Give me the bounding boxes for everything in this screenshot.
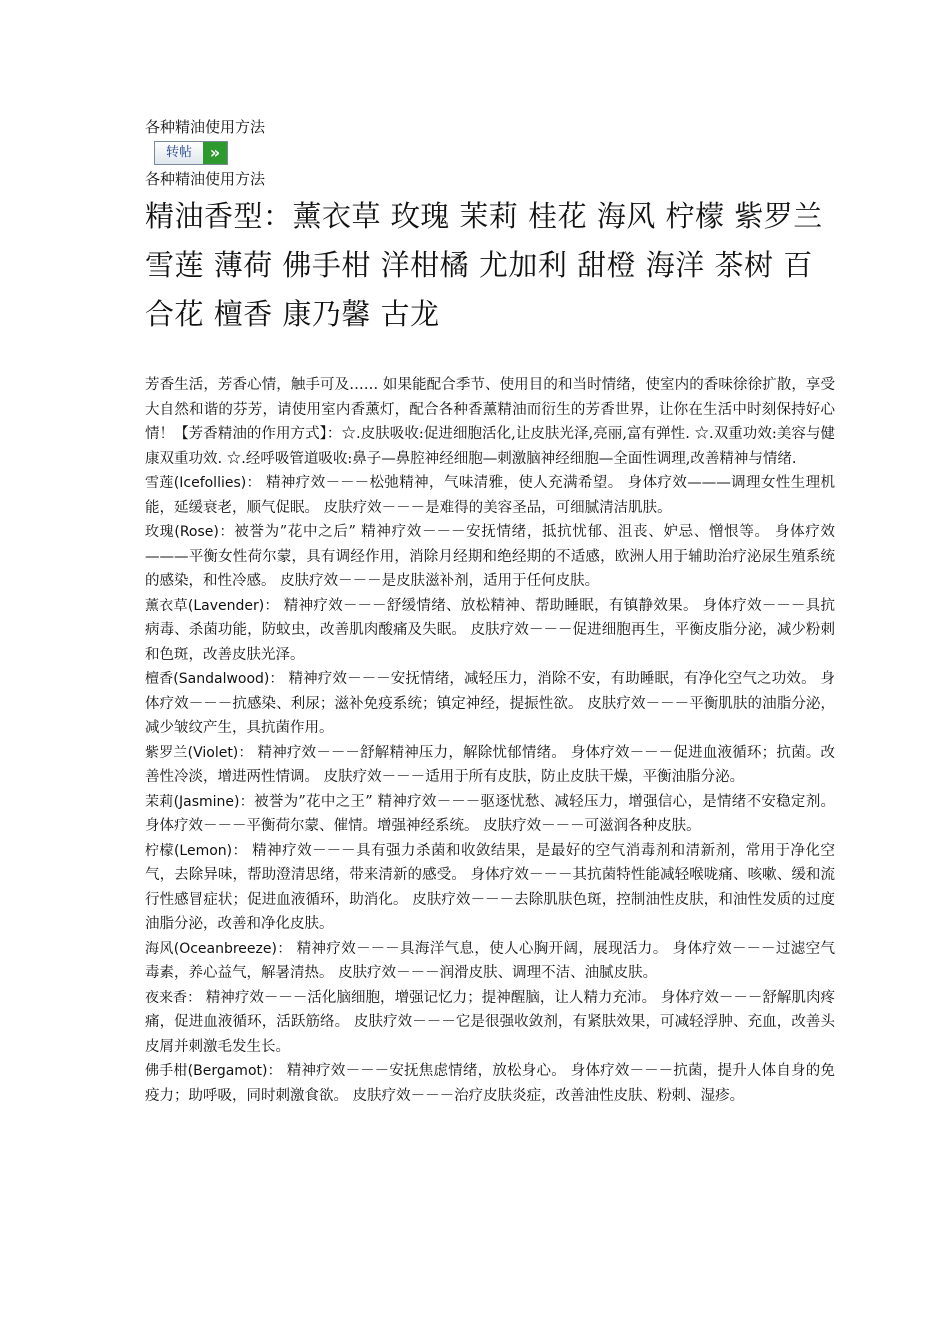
entry-name: 薰衣草(Lavender)： — [145, 597, 279, 614]
document-subtitle: 各种精油使用方法 — [145, 170, 266, 188]
repost-area — [154, 140, 835, 166]
double-chevron-right-icon: » — [203, 142, 227, 164]
entry-paragraph — [145, 839, 835, 937]
repost-button[interactable] — [154, 141, 228, 165]
entry-text: 精神疗效－－－具海洋气息，使人心胸开阔，展现活力。 身体疗效－－－过滤空气毒素，养心益气，解暑清热。 皮肤疗效－－－润滑皮肤、调理不洁、油腻皮肤。 — [145, 940, 836, 981]
entry-name: 紫罗兰(Violet)： — [145, 744, 253, 761]
entry-paragraph — [145, 741, 835, 790]
entry-text: 精神疗效－－－安抚焦虑情绪，放松身心。 身体疗效－－－抗菌，提升人体自身的免疫力；助呼吸，同时刺激食欲。 皮肤疗效－－－治疗皮肤炎症，改善油性皮肤、粉刺、湿疹。 — [145, 1063, 836, 1104]
entry-text: 精神疗效－－－具有强力杀菌和收敛结果，是最好的空气消毒剂和清新剂，常用于净化空气，去除异味，帮助澄清思绪，带来清新的感受。 身体疗效－－－其抗菌特性能减轻喉咙痛、咳嗽、缓和流行性感冒症状；促进血液循环，助消化。 皮肤疗效－－－去除肌肤色斑，控制油性皮肤，和油性发质的过度油脂分泌，改善和净化皮肤。 — [145, 842, 835, 932]
entry-text: 精神疗效－－－安抚情绪，减轻压力，消除不安，有助睡眠，有净化空气之功效。 身体疗效－－－抗感染、利尿；滋补免疫系统；镇定神经，提振性欲。 皮肤疗效－－－平衡肌肤的油脂分泌，减少皱纹产生，具抗菌作用。 — [145, 671, 836, 736]
entry-text: 精神疗效－－－舒解精神压力，解除忧郁情绪。 身体疗效－－－促进血液循环；抗菌。改善性冷淡，增进两性情调。 皮肤疗效－－－适用于所有皮肤，防止皮肤干燥，平衡油脂分泌。 — [145, 744, 836, 785]
entry-paragraph — [145, 1059, 835, 1108]
entry-text: 精神疗效－－－活化脑细胞，增强记忆力；提神醒脑，让人精力充沛。 身体疗效－－－舒解肌肉疼痛，促进血液循环，活跃筋络。 皮肤疗效－－－它是很强收敛剂，有紧肤效果，可减轻浮肿、充血，改善头皮屑并刺激毛发生长。 — [145, 989, 836, 1055]
entry-paragraph — [145, 667, 835, 741]
entry-text: 精神疗效－－－松弛精神，气味清雅，使人充满希望。 身体疗效———调理女性生理机能，延缓衰老，顺气促眠。 皮肤疗效－－－是难得的美容圣品，可细腻清洁肌肤。 — [145, 475, 836, 516]
entry-text: 被誉为”花中之后” 精神疗效－－－安抚情绪，抵抗忧郁、沮丧、妒忌、憎恨等。 身体疗效———平衡女性荷尔蒙，具有调经作用，消除月经期和绝经期的不适感，欧洲人用于辅助治疗泌尿生殖系统的感染，和性冷感。 皮肤疗效－－－是皮肤滋补剂，适用于任何皮肤。 — [145, 524, 836, 589]
entry-text: 被誉为”花中之王” 精神疗效－－－驱逐忧愁、减轻压力，增强信心，是情绪不安稳定剂。 身体疗效－－－平衡荷尔蒙、催情。增强神经系统。 皮肤疗效－－－可滋润各种皮肤。 — [145, 793, 835, 834]
entry-name: 海风(Oceanbreeze)： — [145, 940, 292, 957]
entry-name: 玫瑰(Rose)： — [145, 524, 235, 540]
repost-button-label: 转帖 — [155, 142, 203, 164]
entry-paragraph — [145, 986, 835, 1060]
intro-paragraph: 芳香生活，芳香心情，触手可及…… 如果能配合季节、使用目的和当时情绪，使室内的香味徐徐扩散，享受大自然和谐的芬芳，请使用室内香薰灯，配合各种香薰精油而衍生的芳香世界，让你在生活中时刻保持好心情！【芳香精油的作用方式】：☆.皮肤吸收:促进细胞活化,让皮肤光泽,亮丽,富有弹性. ☆.双重功效:美容与健康双重功效. ☆.经呼吸管道吸收:鼻子—鼻腔神经细胞—刺激脑神经细胞—全面性调理,改善精神与情绪. — [145, 377, 835, 467]
document-title: 各种精油使用方法 — [145, 118, 266, 136]
entry-text: 精神疗效－－－舒缓情绪、放松精神、帮助睡眠，有镇静效果。 身体疗效－－－具抗病毒、杀菌功能，防蚊虫，改善肌肉酸痛及失眠。 皮肤疗效－－－促进细胞再生，平衡皮脂分泌，减少粉刺和色斑，改善皮肤光泽。 — [145, 597, 835, 663]
document-page — [145, 116, 835, 1108]
article-body — [145, 373, 835, 1108]
entry-paragraph — [145, 790, 835, 839]
entry-paragraph — [145, 594, 835, 668]
fragrance-types-heading: 精油香型：薰衣草 玫瑰 茉莉 桂花 海风 柠檬 紫罗兰 雪莲 薄荷 佛手柑 洋柑橘 尤加利 甜橙 海洋 茶树 百合花 檀香 康乃馨 古龙 — [145, 199, 823, 331]
entry-name: 柠檬(Lemon)： — [145, 842, 248, 859]
entry-paragraph — [145, 520, 835, 594]
entry-paragraph — [145, 471, 835, 520]
entry-name: 佛手柑(Bergamot)： — [145, 1063, 282, 1079]
entry-name: 檀香(Sandalwood)： — [145, 671, 284, 687]
entry-paragraph — [145, 937, 835, 986]
entry-name: 雪莲(Icefollies)： — [145, 475, 262, 491]
entry-name: 夜来香： — [145, 989, 202, 1006]
entry-name: 茉莉(Jasmine)： — [145, 793, 255, 810]
